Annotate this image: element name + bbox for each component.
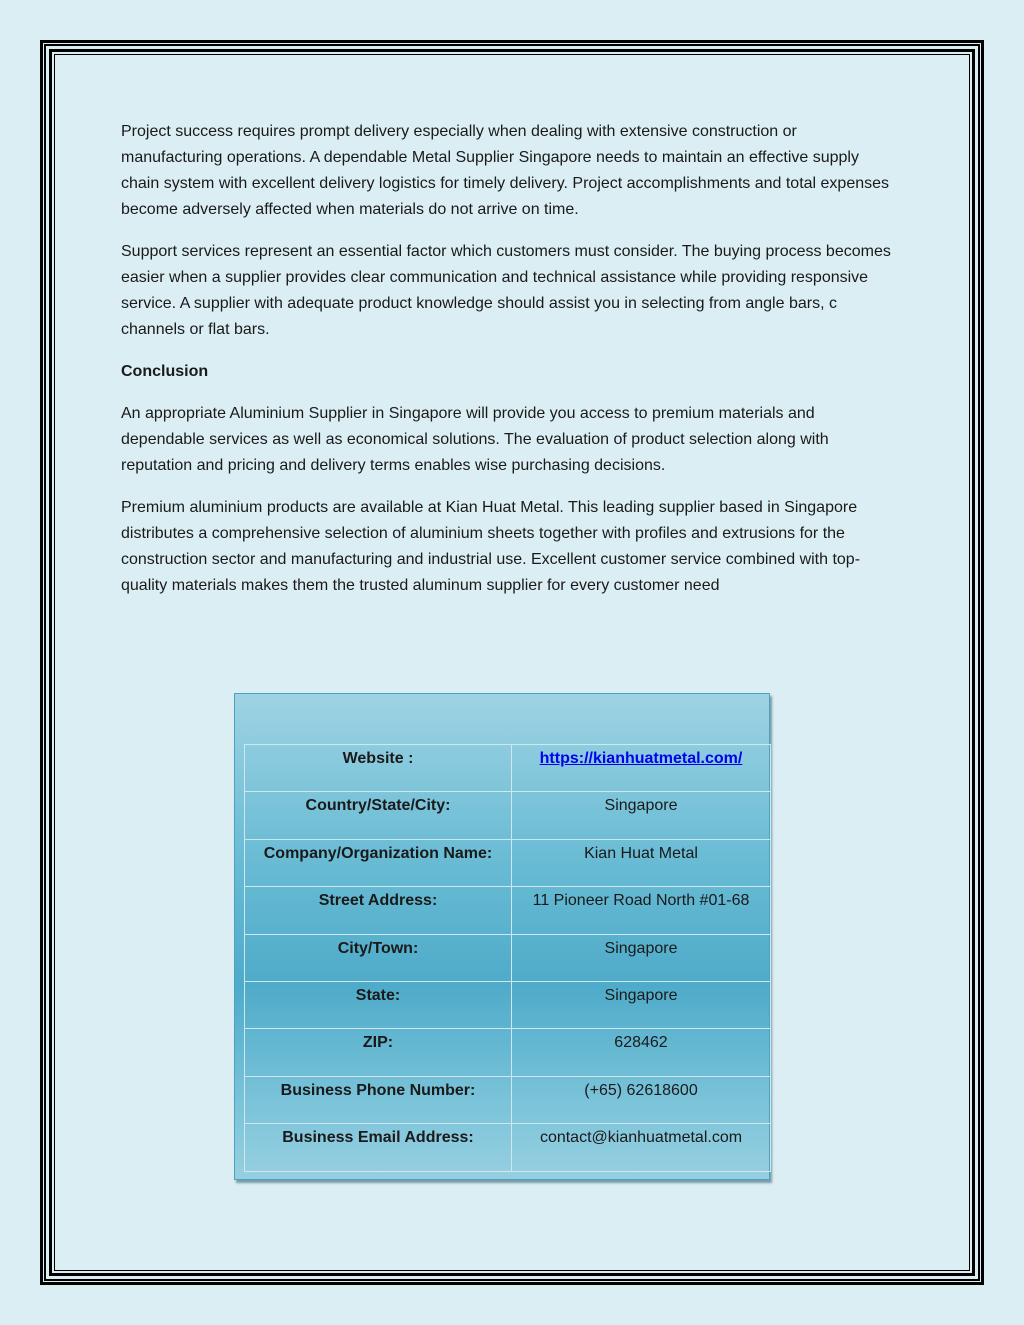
paragraph-conclusion: An appropriate Aluminium Supplier in Singapore will provide you access to premium materials and dependable services as well as economical solutions. The evaluation of product selection along with reputation and pricing and delivery terms enables wise purchasing decisions. [121, 405, 829, 474]
city-label: City/Town: [245, 934, 512, 981]
website-link[interactable]: https://kianhuatmetal.com/ [539, 750, 743, 767]
city-value: Singapore [512, 934, 771, 981]
email-value: contact@kianhuatmetal.com [512, 1124, 771, 1171]
company-label: Company/Organization Name: [245, 839, 512, 886]
phone-label: Business Phone Number: [245, 1076, 512, 1123]
country-value: Singapore [512, 792, 771, 839]
state-label: State: [245, 981, 512, 1028]
paragraph-kian-huat: Premium aluminium products are available at Kian Huat Metal. This leading supplier based in Singapore distributes a comprehensive selection of aluminium sheets together with profiles and extrusions for the construction sector and manufacturing and industrial use. Excellent customer service combined with top-quality materials makes them the trusted aluminum supplier for every customer need [121, 499, 861, 594]
state-value: Singapore [512, 981, 771, 1028]
company-value: Kian Huat Metal [512, 839, 771, 886]
table-row [245, 745, 771, 792]
zip-label: ZIP: [245, 1029, 512, 1076]
table-row [245, 887, 771, 934]
street-label: Street Address: [245, 887, 512, 934]
paragraph-support: Support services represent an essential factor which customers must consider. The buying process becomes easier when a supplier provides clear communication and technical assistance while providing responsive service. A supplier with adequate product knowledge should assist you in selecting from angle bars, c channels or flat bars. [121, 243, 891, 338]
table-row [245, 1029, 771, 1076]
street-value: 11 Pioneer Road North #01-68 [512, 887, 771, 934]
phone-value: (+65) 62618600 [512, 1076, 771, 1123]
conclusion-heading: Conclusion [121, 363, 209, 380]
business-info-card [234, 693, 770, 1180]
table-row [245, 981, 771, 1028]
website-value [512, 745, 771, 792]
table-row [245, 1124, 771, 1171]
website-label: Website : [245, 745, 512, 792]
table-row [245, 839, 771, 886]
table-row [245, 1076, 771, 1123]
document-body [121, 119, 901, 615]
business-info-table [244, 744, 771, 1172]
email-label: Business Email Address: [245, 1124, 512, 1171]
table-row [245, 792, 771, 839]
table-row [245, 934, 771, 981]
country-label: Country/State/City: [245, 792, 512, 839]
paragraph-delivery: Project success requires prompt delivery especially when dealing with extensive construction or manufacturing operations. A dependable Metal Supplier Singapore needs to maintain an effective supply chain system with excellent delivery logistics for timely delivery. Project accomplishments and total expenses become adversely affected when materials do not arrive on time. [121, 123, 890, 218]
zip-value: 628462 [512, 1029, 771, 1076]
